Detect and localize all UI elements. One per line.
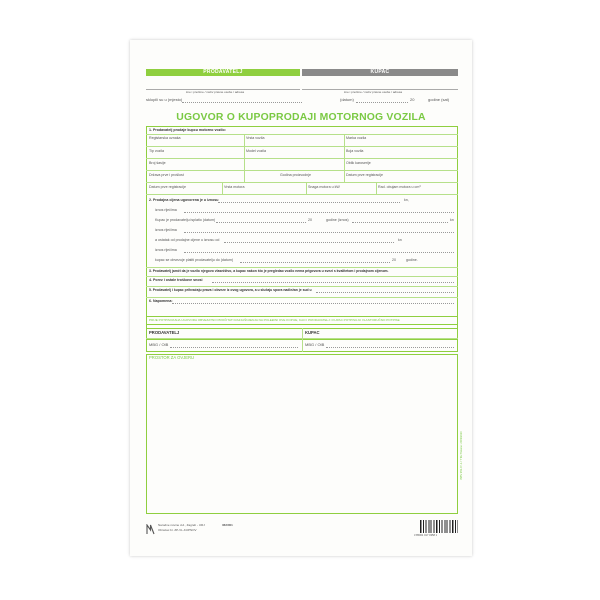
paid-currency: kn: [450, 218, 454, 222]
note-field[interactable]: [172, 303, 454, 304]
paid-year-prefix: 20: [308, 218, 312, 222]
paid-in-words-label: iznos riječima: [155, 228, 177, 232]
contract-title: UGOVOR O KUPOPRODAJI MOTORNOG VOZILA: [176, 112, 426, 123]
vehicle-color-label: Boja vozila: [346, 149, 364, 153]
seller-header-bar: [146, 69, 300, 76]
engine-power-label: Snaga motora u kW: [308, 185, 340, 189]
vehicle-make-label: Marka vozila: [346, 136, 367, 140]
paid-date-label: Kupac je prodavatelju isplatio (datum): [155, 218, 216, 222]
remaining-in-words-label: iznos riječima: [155, 248, 177, 252]
verification-area[interactable]: [146, 354, 458, 514]
remaining-label: a ostatak od prodajne cijene u iznosu od: [155, 238, 220, 242]
seller-caption: ime i prezime / naziv pravne osobe / adresa: [186, 90, 245, 94]
vehicle-type-label: Vrsta vozila: [246, 136, 265, 140]
tax-payer-field[interactable]: [212, 282, 454, 283]
form-number: 362/001: [222, 523, 233, 527]
vehicle-model-label: Model vozila: [246, 149, 266, 153]
buyer-id-label: MBG / OIB: [305, 342, 325, 347]
due-year-label: godine.: [406, 258, 418, 262]
form-code: Obrazac br. ZP-VL-KUPNOV: [158, 528, 197, 532]
seller-signature-label: PRODAVATELJ: [149, 330, 180, 335]
paid-date-field[interactable]: [216, 222, 306, 223]
section5-text: 5. Prodavatelj i kupac prihvaćaju prava i obveze iz ovog ugovora, a u slučaju spora nadležan je sud u: [149, 288, 312, 292]
year-prefix: 20: [410, 97, 415, 102]
first-reg-date-label: Datum prve registracije: [346, 173, 383, 177]
paid-amount-field[interactable]: [352, 222, 448, 223]
body-shape-label: Oblik karoserije: [346, 161, 371, 165]
verification-label: PROSTOR ZA OVJERU: [149, 355, 195, 360]
buyer-signature-label: KUPAC: [305, 330, 320, 335]
court-field[interactable]: [316, 292, 454, 293]
place-label: sklopili su u (mjesto): [146, 97, 183, 102]
publisher-logo-icon: [146, 522, 155, 533]
price-currency: kn,: [404, 198, 409, 202]
barcode: [420, 520, 458, 533]
due-date-field[interactable]: [240, 262, 390, 263]
seller-id-field[interactable]: [170, 347, 298, 348]
paid-amount-label: godine (iznos): [326, 218, 349, 222]
price-in-words-field[interactable]: [184, 212, 454, 213]
notice-text: PRIJE POTPISIVANJA UGOVORA OBVEZATNO PROČITATI RAZJAŠNJENJA NA POLEĐINI OVE KOPIJE, KAO I PRODAVATELJ I KUPAC POTPISUJU VLASTORUČNO POTPISE: [149, 318, 400, 322]
section2-heading: 2. Prodajna cijena ugovorena je u iznosu: [149, 198, 219, 202]
publisher-name: Narodne novine d.d., Zagreb - URJ: [158, 523, 205, 527]
place-field[interactable]: [182, 102, 302, 103]
date-field[interactable]: [356, 102, 408, 103]
remaining-in-words-field[interactable]: [184, 252, 454, 253]
contract-sheet: [130, 40, 472, 556]
buyer-header-label: KUPAC: [370, 69, 390, 75]
buyer-caption: ime i prezime / naziv pravne osobe / adresa: [344, 90, 403, 94]
engine-volume-label: Rad. obujam motora u cm³: [378, 185, 421, 189]
section1-heading: 1. Prodavatelj prodaje kupcu motorno vozilo:: [149, 128, 226, 132]
date-label: (datum): [340, 97, 354, 102]
buyer-header-bar: [302, 69, 458, 76]
production-year-label: Godina proizvodnje: [280, 173, 311, 177]
side-print: ISBN 953-07-1-7 TKU Tiskano: 2009/2020: [460, 431, 463, 480]
engine-type-label: Vrsta motora: [224, 185, 245, 189]
price-in-words-label: iznos riječima: [155, 208, 177, 212]
section6-heading: 6. Napomena:: [149, 299, 173, 303]
section3-text: 3. Prodavatelj jamči da je vozilo njegovo vlasništvo, a kupac nakon što je pregledao vozilo nema prigovora u svezi s kvalitetom i prodajnom cijenom.: [149, 269, 389, 273]
year-label: godine (sat): [428, 97, 450, 102]
seller-header-label: PRODAVATELJ: [203, 69, 243, 75]
due-date-label: kupac se obvezuje platiti prodavatelju do (datum): [155, 258, 234, 262]
reg-plate-label: Registarska oznaka: [149, 136, 181, 140]
due-year-prefix: 20: [392, 258, 396, 262]
barcode-number: 3 85001 017 0358 1: [414, 534, 438, 537]
price-field[interactable]: [218, 202, 400, 203]
origin-label: Država prve i prošlost: [149, 173, 184, 177]
remaining-field[interactable]: [224, 242, 394, 243]
vehicle-kind-label: Tip vozila: [149, 149, 165, 153]
seller-id-label: MBG / OIB: [149, 342, 169, 347]
remaining-currency: kn: [398, 238, 402, 242]
chassis-number-label: Broj šasije: [149, 161, 166, 165]
section4-text: 4. Porez i ostale troškove snosi: [149, 278, 203, 282]
buyer-id-field[interactable]: [326, 347, 454, 348]
first-registration-label: Datum prve registracije: [149, 185, 186, 189]
paid-in-words-field[interactable]: [184, 232, 454, 233]
